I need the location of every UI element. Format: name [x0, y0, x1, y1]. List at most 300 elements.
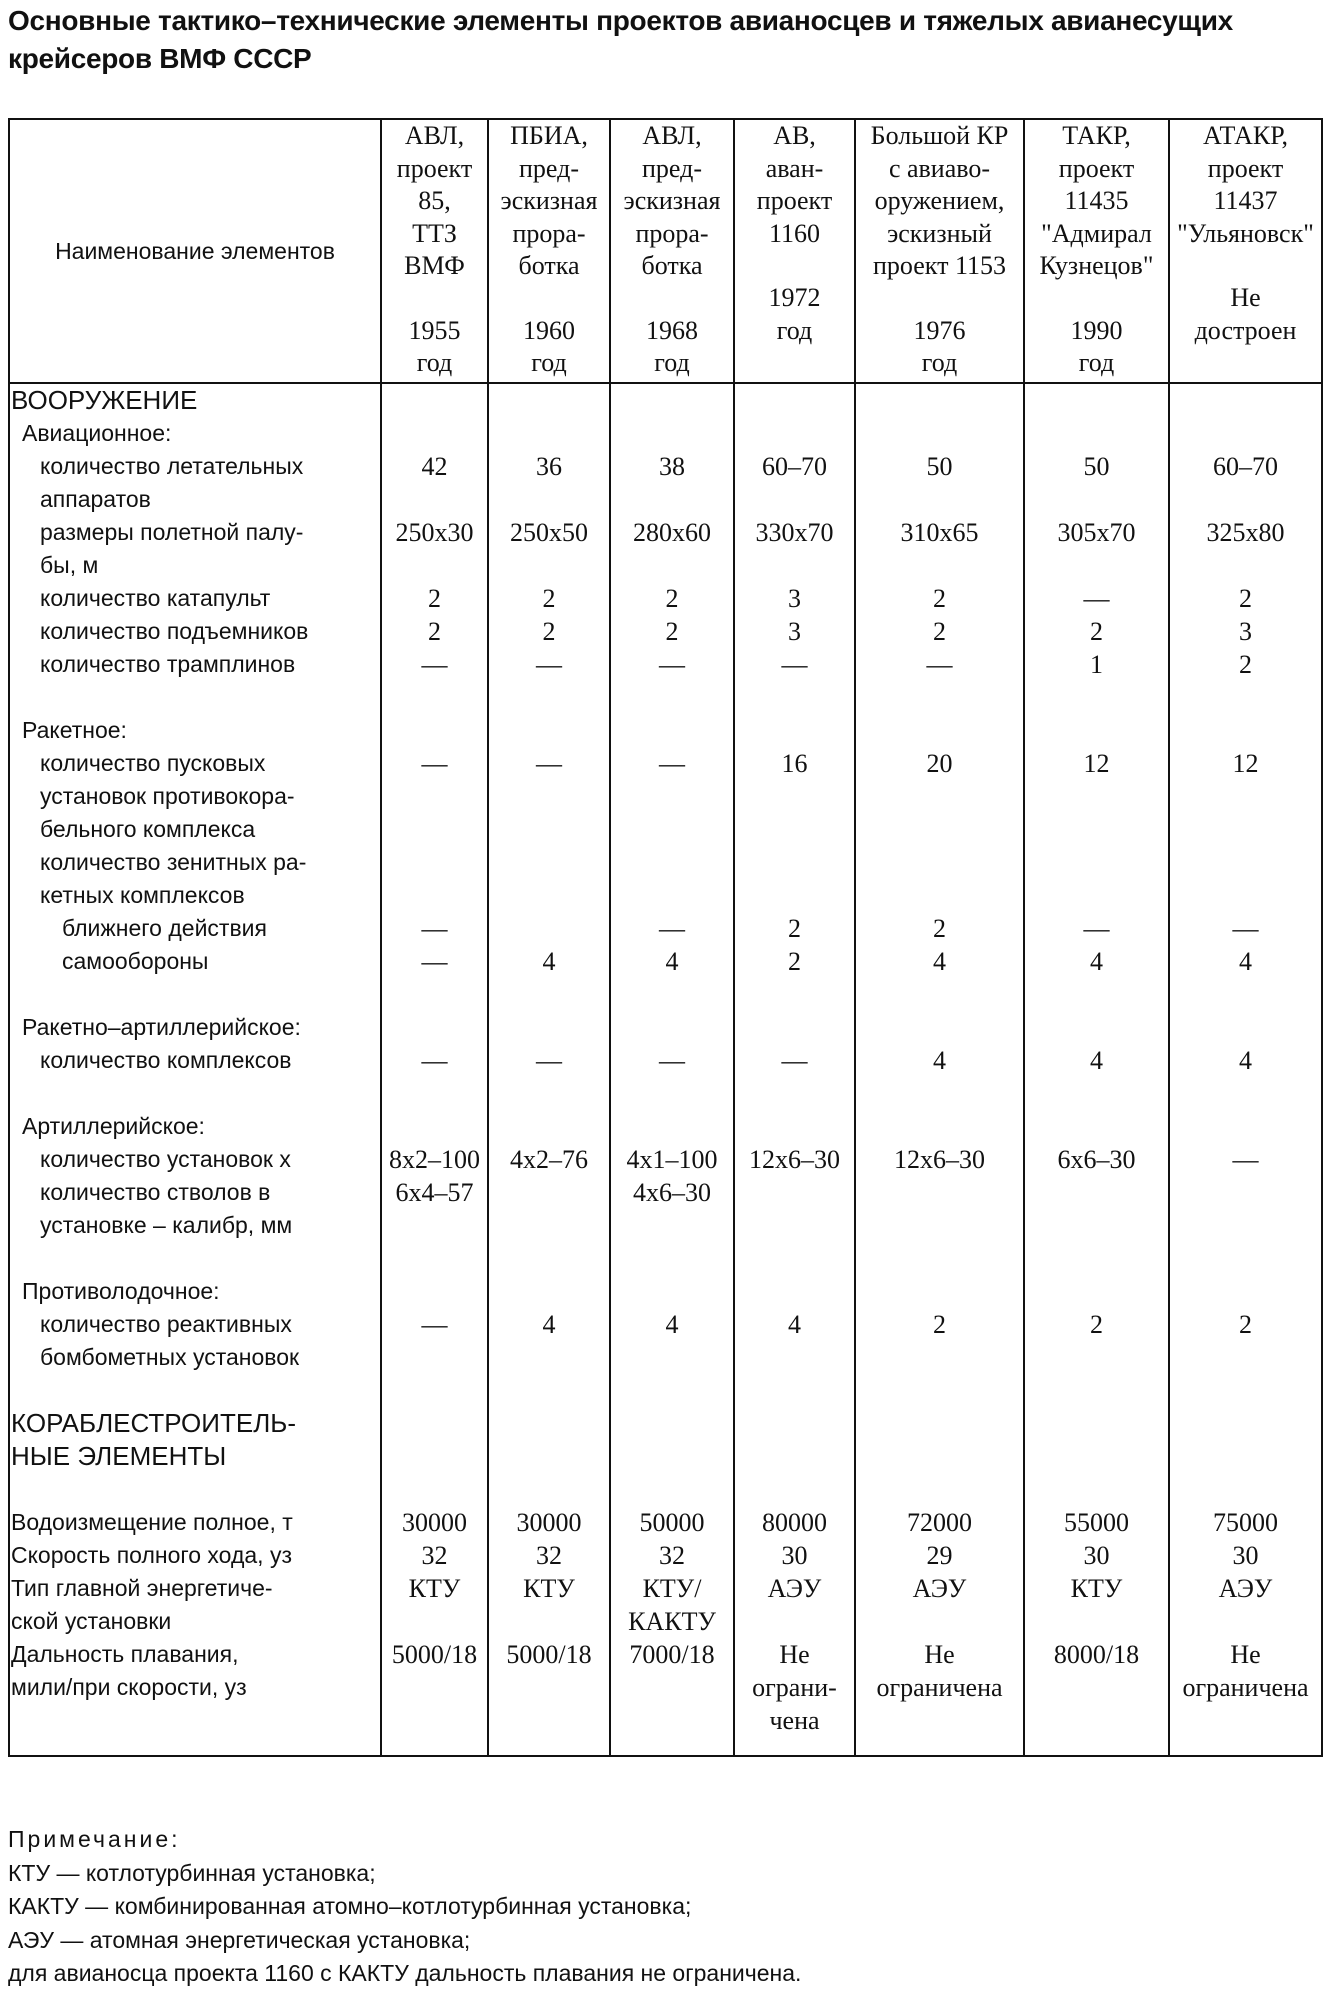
spacer-row	[9, 1473, 1322, 1506]
spacer-cell	[610, 1473, 734, 1506]
value-line: —	[659, 650, 685, 679]
row-label	[9, 846, 381, 912]
header-label-line: "Ульяновск"	[1177, 218, 1314, 248]
value-cell	[381, 1506, 488, 1539]
header-year	[490, 315, 608, 380]
header-label-line: ТАКР,	[1062, 121, 1131, 150]
value-line: Не	[924, 1640, 955, 1669]
table-row	[9, 747, 1322, 846]
value-line: Не	[1230, 1640, 1261, 1669]
row-label-line: ской установки	[11, 1608, 172, 1634]
header-year-line: 1960	[523, 315, 575, 345]
value-cell	[734, 1572, 855, 1638]
value-line: Не	[779, 1640, 810, 1669]
value-cell	[381, 383, 488, 417]
value-cell	[855, 648, 1024, 681]
spacer-cell	[610, 681, 734, 714]
row-label	[9, 450, 381, 516]
value-line: 4	[542, 1310, 556, 1339]
value-line: —	[1083, 914, 1110, 943]
header-label-line: ТТЗ	[412, 218, 457, 248]
value-line: 4x6–30	[633, 1178, 711, 1207]
value-cell	[1024, 582, 1169, 615]
row-label-line: количество комплексов	[40, 1047, 292, 1073]
header-column-4	[734, 119, 855, 383]
value-line: 2	[933, 617, 946, 646]
row-label	[9, 1572, 381, 1638]
spacer-cell	[1169, 681, 1322, 714]
value-cell	[488, 615, 610, 648]
row-label-line: количество катапульт	[40, 585, 271, 611]
spacer-cell	[1169, 1077, 1322, 1110]
value-line: 72000	[907, 1508, 972, 1537]
value-line: —	[926, 650, 953, 679]
value-cell	[1169, 1539, 1322, 1572]
spacer-cell	[488, 1374, 610, 1407]
value-cell	[855, 846, 1024, 912]
value-cell	[610, 747, 734, 846]
header-label-line: АВЛ,	[642, 121, 702, 150]
spacer-row	[9, 1374, 1322, 1407]
spacer-cell	[488, 1077, 610, 1110]
value-line: 325x80	[1206, 518, 1285, 547]
header-year-line: достроен	[1194, 315, 1297, 345]
value-line: 3	[1239, 617, 1252, 646]
value-line: 36	[536, 452, 562, 481]
spacer-cell	[610, 1374, 734, 1407]
value-cell	[734, 1407, 855, 1473]
value-line: 1	[1090, 650, 1103, 679]
row-label	[9, 1143, 381, 1242]
value-cell	[1024, 747, 1169, 846]
value-cell	[381, 516, 488, 582]
value-line: —	[421, 1046, 448, 1075]
value-line: 250x30	[395, 518, 474, 547]
value-line: 30	[781, 1541, 808, 1570]
value-cell	[1169, 714, 1322, 747]
value-cell	[734, 1143, 855, 1242]
spacer-cell	[488, 1242, 610, 1275]
header-label-line: 11437	[1213, 186, 1278, 215]
value-cell	[734, 1638, 855, 1756]
value-cell	[855, 1407, 1024, 1473]
row-label-line: Ракетное:	[22, 717, 127, 743]
value-cell	[381, 1011, 488, 1044]
spacer-row	[9, 1242, 1322, 1275]
value-cell	[855, 1044, 1024, 1077]
value-cell	[381, 1275, 488, 1308]
table-row	[9, 417, 1322, 450]
header-year	[736, 282, 853, 347]
spacer-cell	[1024, 681, 1169, 714]
value-cell	[610, 1011, 734, 1044]
row-label-line: размеры полетной палу-	[40, 519, 304, 545]
spacer-cell	[610, 1077, 734, 1110]
value-cell	[610, 383, 734, 417]
value-cell	[610, 714, 734, 747]
value-line: 4	[1090, 1046, 1103, 1075]
row-label-line: Тип главной энергетиче-	[11, 1575, 273, 1601]
value-cell	[1024, 1407, 1169, 1473]
value-line: —	[421, 749, 448, 778]
header-label-line: проект	[396, 153, 473, 183]
value-cell	[734, 1506, 855, 1539]
section-row	[9, 1407, 1322, 1473]
row-label-line: Противолодочное:	[22, 1278, 220, 1304]
value-line: 2	[1239, 584, 1252, 613]
value-cell	[488, 582, 610, 615]
value-line: 330x70	[755, 518, 834, 547]
value-cell	[1024, 516, 1169, 582]
value-line: КТУ	[523, 1574, 575, 1603]
value-line: 12	[1232, 749, 1259, 778]
value-line: 20	[926, 749, 953, 778]
value-line: 7000/18	[629, 1640, 715, 1669]
row-label-line: кетных комплексов	[40, 882, 245, 908]
table-body	[9, 383, 1322, 1756]
row-label-line: Водоизмещение полное, т	[11, 1509, 293, 1535]
header-year-line: 1955	[408, 315, 461, 345]
value-cell	[1169, 747, 1322, 846]
value-line: чена	[769, 1706, 820, 1735]
header-year-line: Не	[1230, 283, 1261, 312]
header-label-line: пред-	[519, 153, 579, 183]
value-line: 75000	[1213, 1508, 1278, 1537]
spacer-cell	[1169, 1374, 1322, 1407]
row-label-line: аппаратов	[40, 486, 151, 512]
table-row	[9, 450, 1322, 516]
row-label-line: количество установок х	[40, 1146, 291, 1172]
value-cell	[381, 615, 488, 648]
note-line: КАКТУ — комбинированная атомно–котлотурбинная установка;	[8, 1893, 692, 1919]
header-label-line: аван-	[765, 153, 824, 183]
value-line: 2	[933, 914, 946, 943]
spacer-cell	[381, 681, 488, 714]
spacer-cell	[381, 1242, 488, 1275]
note-line: АЭУ — атомная энергетическая установка;	[8, 1926, 471, 1953]
value-cell	[381, 1143, 488, 1242]
row-label-line: бы, м	[40, 552, 99, 578]
row-label-line: ближнего действия	[62, 915, 267, 941]
value-cell	[610, 1506, 734, 1539]
value-line: 60–70	[1213, 452, 1278, 481]
value-line: 50000	[639, 1508, 705, 1537]
spacer-cell	[855, 1077, 1024, 1110]
row-label-line: НЫЕ ЭЛЕМЕНТЫ	[11, 1441, 227, 1471]
header-label-line: ботка	[641, 251, 703, 280]
section-heading	[9, 1407, 381, 1473]
value-cell	[855, 912, 1024, 945]
value-cell	[855, 1638, 1024, 1756]
value-line: 30	[1232, 1541, 1259, 1570]
value-line: ограни-	[752, 1673, 837, 1702]
value-line: 4	[1239, 947, 1252, 976]
spacer-cell	[734, 1242, 855, 1275]
value-cell	[488, 714, 610, 747]
row-label	[9, 417, 381, 450]
row-label-line: Дальность плавания,	[11, 1641, 239, 1667]
value-cell	[488, 648, 610, 681]
value-cell	[734, 615, 855, 648]
section-heading	[9, 383, 381, 417]
value-cell	[381, 1407, 488, 1473]
value-cell	[855, 417, 1024, 450]
value-cell	[734, 417, 855, 450]
note-line: КТУ — котлотурбинная установка;	[8, 1859, 376, 1886]
value-cell	[734, 912, 855, 945]
header-label-line: проект	[756, 186, 833, 215]
header-year-line: год	[921, 348, 958, 377]
header-label-line: АВ,	[773, 121, 816, 150]
header-year	[857, 315, 1022, 380]
row-label-line: количество подъемников	[40, 618, 309, 644]
value-line: ограничена	[1182, 1673, 1309, 1702]
value-line: 5000/18	[506, 1640, 592, 1669]
header-column-6	[1024, 119, 1169, 383]
value-cell	[488, 1275, 610, 1308]
row-label-line: Скорость полного хода, уз	[11, 1542, 292, 1568]
value-cell	[855, 615, 1024, 648]
value-line: 29	[926, 1541, 953, 1570]
value-line: 2	[542, 584, 556, 613]
value-cell	[855, 582, 1024, 615]
value-line: 2	[665, 617, 679, 646]
header-label-line: Большой КР	[870, 121, 1009, 150]
header-label-line: эскизная	[623, 186, 721, 215]
value-line: 32	[536, 1541, 562, 1570]
header-label-line: проект	[1207, 153, 1284, 183]
value-line: —	[536, 650, 562, 679]
spacer-cell	[855, 978, 1024, 1011]
spacer-cell	[381, 978, 488, 1011]
note-heading: Примечание:	[8, 1826, 181, 1852]
value-line: 3	[788, 584, 801, 613]
value-cell	[381, 747, 488, 846]
value-cell	[488, 912, 610, 945]
note-block	[8, 1823, 1308, 1991]
value-cell	[381, 1539, 488, 1572]
header-year	[612, 315, 732, 380]
spacer-cell	[855, 681, 1024, 714]
value-cell	[488, 1506, 610, 1539]
value-cell	[1169, 450, 1322, 516]
header-year-line: 1976	[913, 315, 966, 345]
spacer-cell	[734, 1374, 855, 1407]
spacer-cell	[1169, 978, 1322, 1011]
header-year	[1026, 315, 1167, 380]
value-line: 2	[1239, 1310, 1252, 1339]
value-line: 4	[1090, 947, 1103, 976]
value-cell	[610, 1407, 734, 1473]
table-row	[9, 1011, 1322, 1044]
value-cell	[855, 1539, 1024, 1572]
table-row	[9, 945, 1322, 978]
value-cell	[610, 846, 734, 912]
value-line: КТУ/	[642, 1574, 702, 1603]
value-line: 250x50	[510, 518, 588, 547]
row-label	[9, 714, 381, 747]
value-line: 2	[933, 584, 946, 613]
table-row	[9, 1572, 1322, 1638]
value-cell	[1024, 1572, 1169, 1638]
spacer-cell	[488, 681, 610, 714]
value-cell	[1169, 1407, 1322, 1473]
value-cell	[1024, 1539, 1169, 1572]
value-line: 12x6–30	[749, 1145, 840, 1174]
spacer-cell	[488, 1473, 610, 1506]
spacer-cell	[734, 1473, 855, 1506]
table-row	[9, 714, 1322, 747]
value-cell	[855, 383, 1024, 417]
table-row	[9, 1110, 1322, 1143]
value-cell	[1169, 582, 1322, 615]
value-cell	[855, 945, 1024, 978]
value-cell	[855, 1011, 1024, 1044]
value-line: 280x60	[633, 518, 711, 547]
page-title: Основные тактико–технические элементы проектов авианосцев и тяжелых авианесущих крейсеров ВМФ СССР	[8, 5, 1233, 74]
value-line: 50	[926, 452, 953, 481]
spacer-cell	[9, 1077, 381, 1110]
row-label	[9, 582, 381, 615]
value-cell	[855, 747, 1024, 846]
row-label-line: установке – калибр, мм	[40, 1212, 293, 1238]
row-label-line: количество летательных	[40, 453, 304, 479]
value-line: 12x6–30	[894, 1145, 985, 1174]
table-row	[9, 846, 1322, 912]
value-line: АЭУ	[912, 1574, 967, 1603]
value-line: 4	[665, 1310, 679, 1339]
value-line: ограничена	[876, 1673, 1003, 1702]
header-label-line: АТАКР,	[1203, 121, 1288, 150]
row-label	[9, 1539, 381, 1572]
value-line: 32	[659, 1541, 685, 1570]
value-cell	[610, 1572, 734, 1638]
header-label-line: 11435	[1064, 186, 1129, 215]
table-row	[9, 1506, 1322, 1539]
value-line: 5000/18	[391, 1640, 478, 1669]
value-cell	[610, 450, 734, 516]
header-label-line: АВЛ,	[404, 121, 465, 150]
value-cell	[855, 1308, 1024, 1374]
value-cell	[1169, 1506, 1322, 1539]
value-line: 305x70	[1057, 518, 1136, 547]
value-cell	[488, 747, 610, 846]
spacer-cell	[1024, 1242, 1169, 1275]
value-line: 30	[1083, 1541, 1110, 1570]
value-cell	[1024, 1275, 1169, 1308]
row-label	[9, 516, 381, 582]
value-line: —	[659, 914, 685, 943]
table-row	[9, 1044, 1322, 1077]
value-line: —	[1083, 584, 1110, 613]
value-cell	[1169, 1638, 1322, 1756]
value-cell	[734, 1110, 855, 1143]
value-line: 2	[428, 584, 441, 613]
value-cell	[734, 945, 855, 978]
header-name-column: Наименование элементов	[9, 119, 381, 383]
value-cell	[1169, 1044, 1322, 1077]
note-line: для авианосца проекта 1160 с КАКТУ дальность плавания не ограничена.	[8, 1960, 802, 1986]
row-label	[9, 1011, 381, 1044]
row-label-line: количество зенитных ра-	[40, 849, 307, 875]
value-cell	[1024, 1044, 1169, 1077]
spacer-cell	[9, 1242, 381, 1275]
value-line: —	[421, 914, 448, 943]
value-cell	[855, 450, 1024, 516]
table-row	[9, 1143, 1322, 1242]
value-line: 2	[665, 584, 679, 613]
value-cell	[381, 1638, 488, 1756]
value-cell	[381, 1572, 488, 1638]
value-cell	[1024, 615, 1169, 648]
header-label-line: ПБИА,	[510, 121, 588, 150]
spacer-cell	[855, 1473, 1024, 1506]
value-cell	[610, 648, 734, 681]
value-cell	[734, 1275, 855, 1308]
value-line: —	[1232, 1145, 1259, 1174]
value-line: 8x2–100	[389, 1145, 480, 1174]
value-cell	[1024, 1011, 1169, 1044]
value-cell	[1024, 450, 1169, 516]
value-line: 80000	[762, 1508, 827, 1537]
header-year-line: год	[1078, 348, 1115, 377]
value-cell	[488, 450, 610, 516]
header-year	[383, 315, 486, 380]
value-line: 4	[788, 1310, 801, 1339]
value-cell	[1169, 1275, 1322, 1308]
spacer-cell	[488, 978, 610, 1011]
value-cell	[488, 1110, 610, 1143]
spacer-cell	[734, 1077, 855, 1110]
spacer-cell	[734, 978, 855, 1011]
value-line: КАКТУ	[628, 1607, 716, 1636]
value-cell	[1024, 912, 1169, 945]
value-cell	[488, 1638, 610, 1756]
value-line: 2	[788, 914, 801, 943]
header-label-line: 1160	[768, 218, 821, 248]
row-label-line: количество трамплинов	[40, 651, 296, 677]
value-cell	[488, 945, 610, 978]
value-cell	[381, 417, 488, 450]
value-cell	[855, 1110, 1024, 1143]
row-label	[9, 1506, 381, 1539]
value-cell	[1169, 516, 1322, 582]
value-line: —	[781, 1046, 808, 1075]
header-year-line: 1990	[1070, 315, 1123, 345]
value-line: —	[421, 947, 448, 976]
value-cell	[488, 516, 610, 582]
value-cell	[488, 1539, 610, 1572]
spacer-cell	[1169, 1473, 1322, 1506]
header-year	[1171, 282, 1320, 347]
header-year-line: год	[776, 315, 813, 345]
value-cell	[734, 1308, 855, 1374]
row-label	[9, 1110, 381, 1143]
spacer-cell	[610, 1242, 734, 1275]
spacer-cell	[1024, 1473, 1169, 1506]
value-cell	[1169, 846, 1322, 912]
value-line: 4	[933, 1046, 946, 1075]
value-cell	[734, 1539, 855, 1572]
row-label	[9, 945, 381, 978]
value-line: —	[536, 749, 562, 778]
header-column-2	[488, 119, 610, 383]
value-line: 6x4–57	[395, 1178, 474, 1207]
value-cell	[610, 582, 734, 615]
value-line: 2	[1239, 650, 1252, 679]
value-cell	[734, 582, 855, 615]
value-line: АЭУ	[1218, 1574, 1273, 1603]
